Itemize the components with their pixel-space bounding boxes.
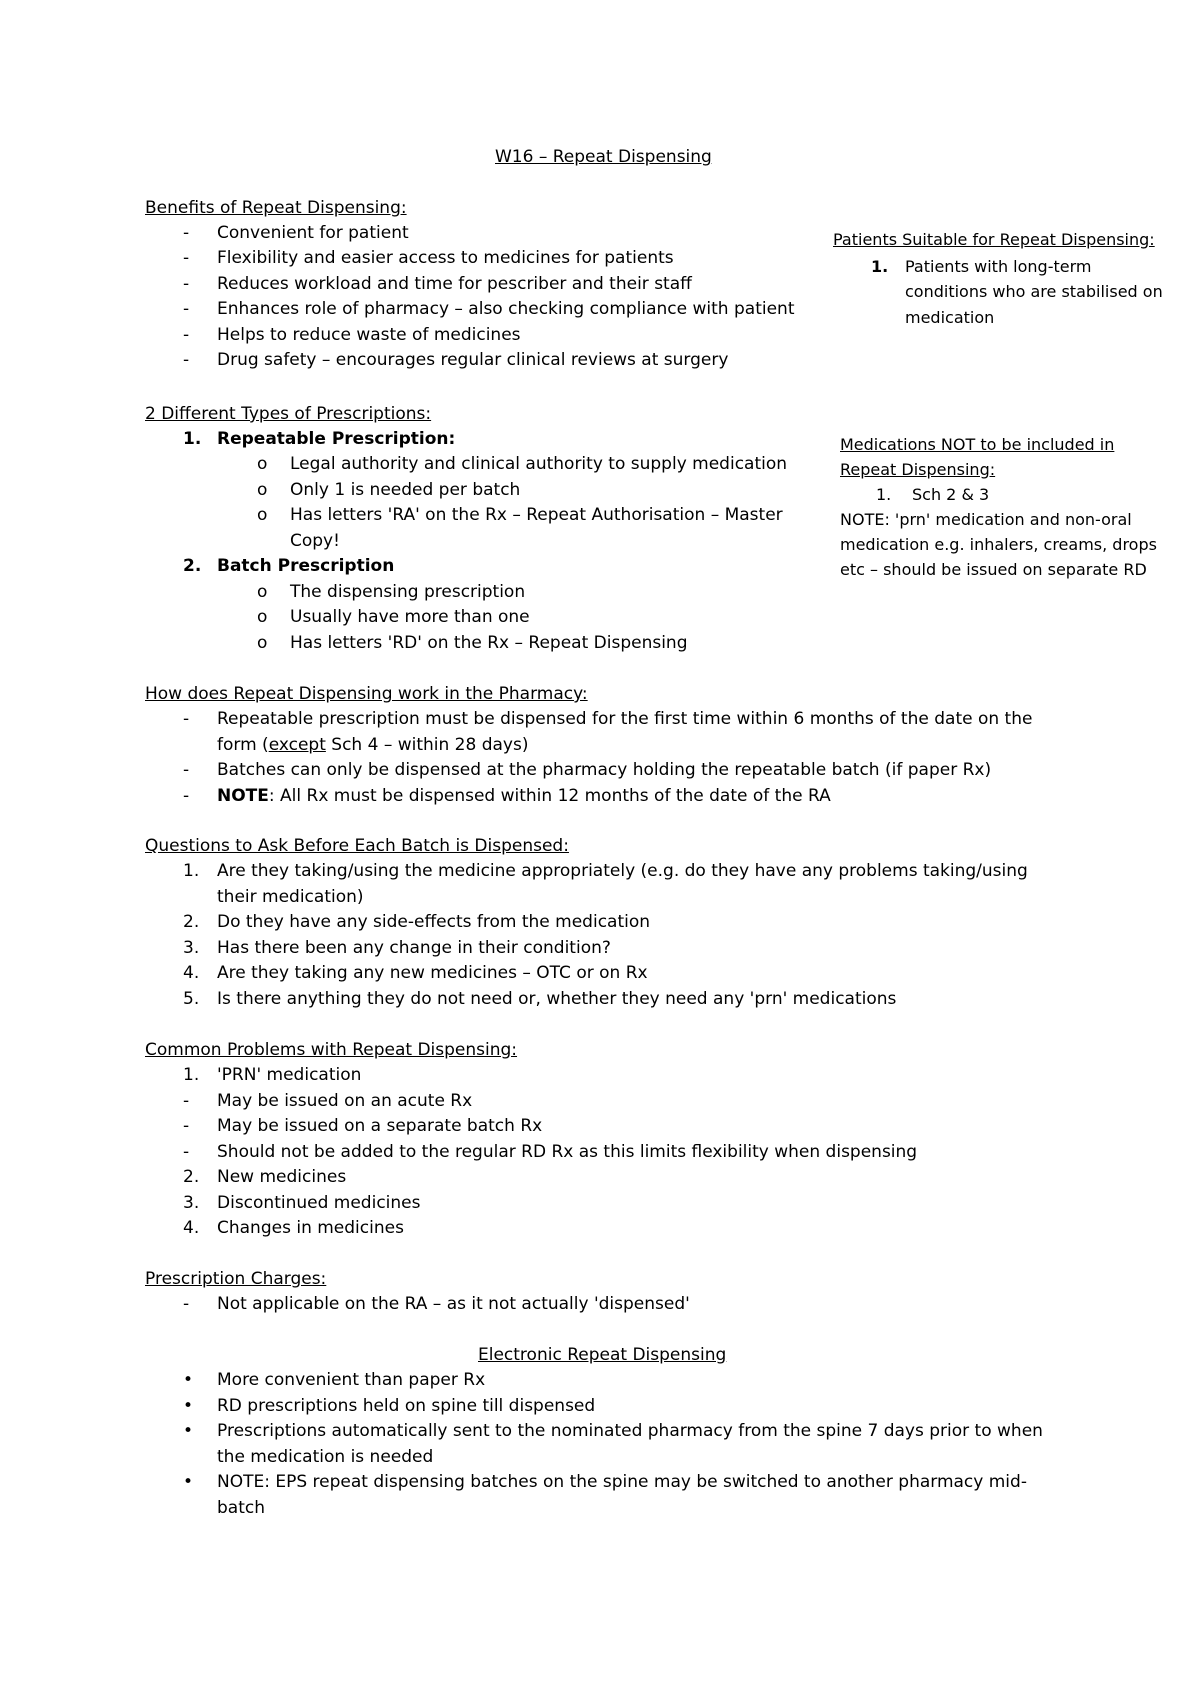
bullet-marker: • (183, 1472, 194, 1492)
list-item: Has letters 'RD' on the Rx – Repeat Dispensing (290, 633, 688, 653)
dash-marker: - (183, 786, 190, 806)
list-item-cont: batch (217, 1498, 265, 1518)
questions-heading: Questions to Ask Before Each Batch is Dispensed: (145, 836, 569, 856)
not-included-heading: Medications NOT to be included in (840, 435, 1115, 454)
not-included-note: medication e.g. inhalers, creams, drops (840, 535, 1157, 554)
list-item-cont: the medication is needed (217, 1447, 434, 1467)
list-number: 4. (183, 963, 200, 983)
dash-marker: - (183, 325, 190, 345)
list-item: Helps to reduce waste of medicines (217, 325, 521, 345)
charges-heading: Prescription Charges: (145, 1269, 327, 1289)
list-item: Flexibility and easier access to medicines for patients (217, 248, 674, 268)
dash-marker: - (183, 223, 190, 243)
list-number: 1. (876, 485, 892, 504)
type-label: Repeatable Prescription: (217, 429, 456, 449)
sub-marker: o (257, 633, 268, 653)
list-number: 1. (183, 1065, 200, 1085)
list-item: Enhances role of pharmacy – also checking compliance with patient (217, 299, 795, 319)
list-item: Usually have more than one (290, 607, 530, 627)
list-item (217, 784, 831, 809)
list-item-cont: Copy! (290, 531, 340, 551)
list-item-cont: their medication) (217, 887, 364, 907)
list-number: 1. (183, 861, 200, 881)
list-number: 1. (183, 429, 202, 449)
list-item: Legal authority and clinical authority to supply medication (290, 454, 788, 474)
suitable-item-line: medication (905, 308, 995, 327)
dash-marker: - (183, 274, 190, 294)
list-item: Are they taking/using the medicine appropriately (e.g. do they have any problems taking/using (217, 861, 1028, 881)
list-item: Repeatable prescription must be dispensed for the first time within 6 months of the date on the (217, 709, 1033, 729)
problems-heading: Common Problems with Repeat Dispensing: (145, 1040, 518, 1060)
list-item: Not applicable on the RA – as it not actually 'dispensed' (217, 1294, 690, 1314)
types-heading: 2 Different Types of Prescriptions: (145, 404, 432, 424)
list-item: May be issued on an acute Rx (217, 1091, 473, 1111)
bullet-marker: • (183, 1396, 194, 1416)
list-item: Should not be added to the regular RD Rx as this limits flexibility when dispensing (217, 1142, 918, 1162)
dash-marker: - (183, 1116, 190, 1136)
list-item: Drug safety – encourages regular clinical reviews at surgery (217, 350, 729, 370)
bullet-marker: • (183, 1370, 194, 1390)
list-item: Are they taking any new medicines – OTC or on Rx (217, 963, 648, 983)
list-item: Prescriptions automatically sent to the nominated pharmacy from the spine 7 days prior to when (217, 1421, 1043, 1441)
sub-marker: o (257, 454, 268, 474)
not-included-note: NOTE: 'prn' medication and non-oral (840, 510, 1132, 529)
text-segment: form ( (217, 735, 269, 755)
sub-marker: o (257, 505, 268, 525)
list-number: 2. (183, 912, 200, 932)
suitable-heading: Patients Suitable for Repeat Dispensing: (833, 230, 1155, 249)
suitable-item-line: Patients with long-term (905, 257, 1092, 276)
dash-marker: - (183, 760, 190, 780)
list-item-cont (217, 733, 528, 758)
how-heading: How does Repeat Dispensing work in the Pharmacy: (145, 684, 588, 704)
document-title: W16 – Repeat Dispensing (495, 147, 712, 167)
list-number: 1. (871, 257, 889, 276)
list-item: Discontinued medicines (217, 1193, 421, 1213)
except-text: except (268, 735, 326, 755)
list-item: New medicines (217, 1167, 347, 1187)
dash-marker: - (183, 350, 190, 370)
sub-marker: o (257, 582, 268, 602)
dash-marker: - (183, 709, 190, 729)
sub-marker: o (257, 480, 268, 500)
list-number: 4. (183, 1218, 200, 1238)
bullet-marker: • (183, 1421, 194, 1441)
suitable-item-line: conditions who are stabilised on (905, 282, 1163, 301)
text-segment: Sch 4 – within 28 days) (325, 735, 529, 755)
list-item: Reduces workload and time for pescriber and their staff (217, 274, 692, 294)
list-item: Has letters 'RA' on the Rx – Repeat Authorisation – Master (290, 505, 783, 525)
dash-marker: - (183, 1294, 190, 1314)
list-item: 'PRN' medication (217, 1065, 362, 1085)
type-label: Batch Prescription (217, 556, 395, 576)
dash-marker: - (183, 1091, 190, 1111)
list-number: 3. (183, 938, 200, 958)
text-segment: : All Rx must be dispensed within 12 months of the date of the RA (268, 786, 831, 806)
list-item: Batches can only be dispensed at the pharmacy holding the repeatable batch (if paper Rx) (217, 760, 992, 780)
dash-marker: - (183, 1142, 190, 1162)
list-number: 2. (183, 556, 202, 576)
list-item: Convenient for patient (217, 223, 409, 243)
dash-marker: - (183, 299, 190, 319)
list-item: Changes in medicines (217, 1218, 404, 1238)
electronic-heading: Electronic Repeat Dispensing (478, 1345, 727, 1365)
dash-marker: - (183, 248, 190, 268)
list-item: Only 1 is needed per batch (290, 480, 521, 500)
not-included-item: Sch 2 & 3 (912, 485, 990, 504)
not-included-note: etc – should be issued on separate RD (840, 560, 1147, 579)
not-included-heading-cont: Repeat Dispensing: (840, 460, 996, 479)
note-label: NOTE (217, 786, 269, 806)
list-item: More convenient than paper Rx (217, 1370, 486, 1390)
list-item: May be issued on a separate batch Rx (217, 1116, 543, 1136)
list-item: RD prescriptions held on spine till dispensed (217, 1396, 596, 1416)
list-item: Do they have any side-effects from the medication (217, 912, 651, 932)
list-item: Is there anything they do not need or, whether they need any 'prn' medications (217, 989, 897, 1009)
list-item: The dispensing prescription (290, 582, 526, 602)
list-item: Has there been any change in their condition? (217, 938, 611, 958)
list-number: 5. (183, 989, 200, 1009)
list-number: 3. (183, 1193, 200, 1213)
list-item: NOTE: EPS repeat dispensing batches on the spine may be switched to another pharmacy mid- (217, 1472, 1027, 1492)
list-number: 2. (183, 1167, 200, 1187)
sub-marker: o (257, 607, 268, 627)
benefits-heading: Benefits of Repeat Dispensing: (145, 198, 407, 218)
